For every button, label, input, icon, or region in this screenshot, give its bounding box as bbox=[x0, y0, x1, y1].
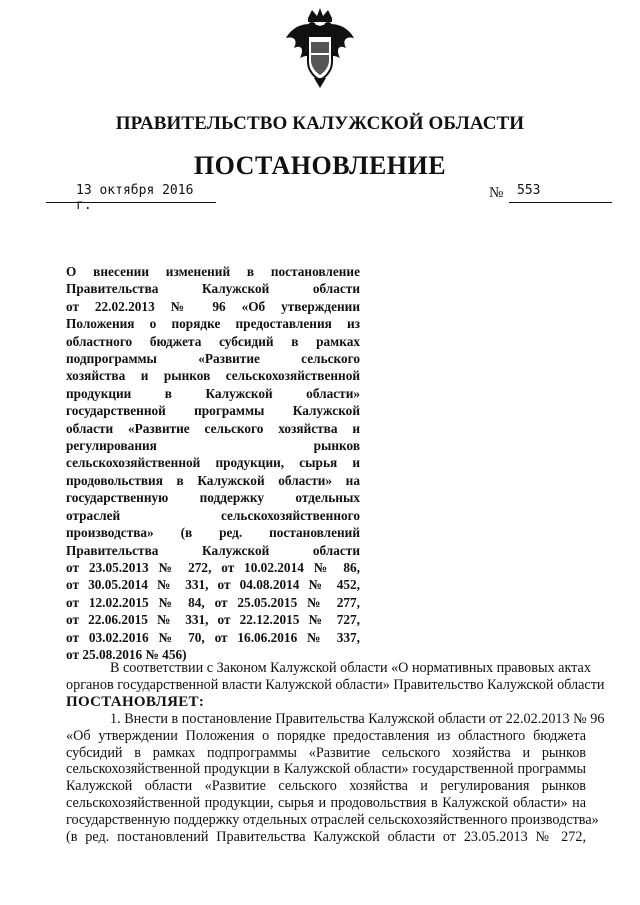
subject-line: от 30.05.2014 № 331, от 04.08.2014 № 452, bbox=[66, 577, 360, 593]
subject-line: отраслей сельскохозяйственного bbox=[66, 507, 360, 523]
item-line: сельскохозяйственной продукции, сырья и продовольствия в Калужской области» на bbox=[66, 795, 586, 812]
preamble-line: В соответствии с Законом Калужской области «О нормативных правовых актах bbox=[110, 660, 591, 676]
item-line: «Об утверждении Положения о порядке предоставления из областного бюджета bbox=[66, 727, 586, 744]
subject-line: государственной программы Калужской bbox=[66, 403, 360, 419]
subject-line: государственную поддержку отдельных bbox=[66, 490, 360, 506]
subject-line: сельскохозяйственной продукции, сырья и bbox=[66, 455, 360, 471]
item-line: государственную поддержку отдельных отраслей сельскохозяйственного производства» bbox=[66, 812, 599, 829]
document-body bbox=[66, 660, 605, 846]
document-type: ПОСТАНОВЛЕНИЕ bbox=[193, 151, 447, 180]
subject-line: продукции в Калужской области» bbox=[66, 385, 360, 401]
item-line: (в ред. постановлений Правительства Калужской области от 23.05.2013 № 272, bbox=[66, 829, 586, 846]
coat-of-arms-icon bbox=[284, 8, 356, 88]
subject-line: от 25.08.2016 № 456) bbox=[66, 646, 187, 662]
item-line: сельскохозяйственной продукции в Калужской области» государственной программы bbox=[66, 761, 586, 778]
subject-line: области «Развитие сельского хозяйства и bbox=[66, 420, 360, 436]
subject-line: хозяйства и рынков сельскохозяйственной bbox=[66, 368, 360, 384]
subject-line: О внесении изменений в постановление bbox=[66, 264, 360, 279]
subject-line: от 22.02.2013 № 96 «Об утверждении bbox=[66, 298, 360, 314]
document-date: 13 октября 2016 г. bbox=[46, 183, 216, 203]
subject-line: продовольствия в Калужской области» на bbox=[66, 472, 360, 488]
subject-line: от 12.02.2015 № 84, от 25.05.2015 № 277, bbox=[66, 594, 360, 610]
subject-line: Правительства Калужской области bbox=[66, 542, 360, 558]
subject-line: от 22.06.2015 № 331, от 22.12.2015 № 727, bbox=[66, 612, 360, 628]
item-line: Калужской области «Развитие сельского хозяйства и регулирования рынков bbox=[66, 778, 586, 795]
subject-line: Положения о порядке предоставления из bbox=[66, 316, 360, 332]
government-name: ПРАВИТЕЛЬСТВО КАЛУЖСКОЙ ОБЛАСТИ bbox=[115, 113, 525, 134]
subject-line: от 03.02.2016 № 70, от 16.06.2016 № 337, bbox=[66, 629, 360, 645]
document-number: 553 bbox=[509, 183, 612, 203]
subject-line: от 23.05.2013 № 272, от 10.02.2014 № 86, bbox=[66, 559, 360, 575]
subject-line: подпрограммы «Развитие сельского bbox=[66, 351, 360, 367]
subject-line: регулирования рынков bbox=[66, 438, 360, 454]
item-line: 1. Внести в постановление Правительства Калужской области от 22.02.2013 № 96 bbox=[110, 710, 605, 727]
item-line: субсидий в рамках подпрограммы «Развитие сельского хозяйства и рынков bbox=[66, 744, 586, 761]
number-label: № bbox=[489, 185, 504, 201]
subject-line: производства» (в ред. постановлений bbox=[66, 525, 360, 541]
preamble-line: органов государственной власти Калужской области» Правительство Калужской области bbox=[66, 676, 605, 693]
ruling-word: ПОСТАНОВЛЯЕТ: bbox=[66, 693, 205, 710]
subject-line: Правительства Калужской области bbox=[66, 281, 360, 297]
subject-line: областного бюджета субсидий в рамках bbox=[66, 333, 360, 349]
document-subject bbox=[66, 263, 360, 663]
